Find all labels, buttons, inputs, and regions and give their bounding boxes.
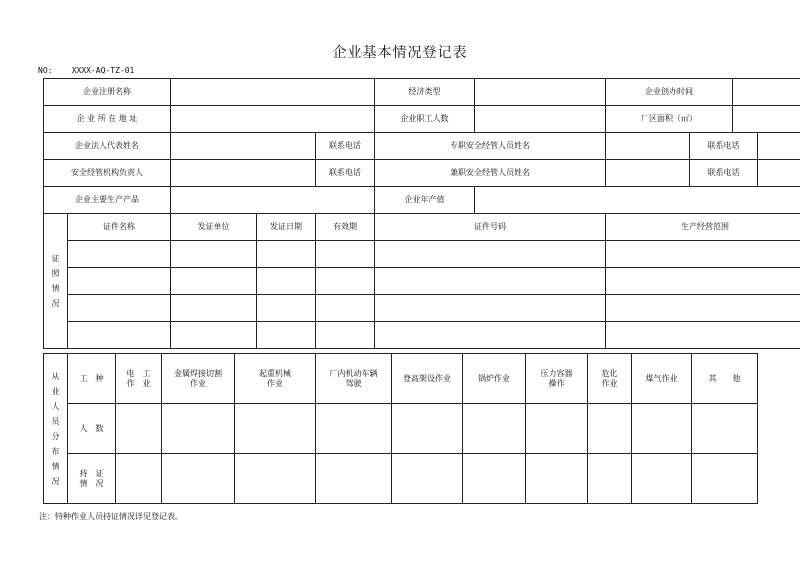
employees-label: 企业职工人数 bbox=[375, 106, 475, 133]
cert-cell[interactable] bbox=[257, 322, 316, 349]
form-title: 企业基本情况登记表 bbox=[332, 45, 468, 61]
address-cell[interactable] bbox=[171, 106, 375, 133]
certified-cell[interactable] bbox=[463, 454, 526, 504]
phone-label: 联系电话 bbox=[316, 133, 375, 160]
parttime-officer-cell[interactable] bbox=[606, 160, 690, 187]
headcount-cell[interactable] bbox=[526, 404, 588, 454]
area-cell[interactable] bbox=[733, 106, 800, 133]
footnote: 注：特种作业人员持证情况详见登记表。 bbox=[39, 512, 183, 521]
phone-label: 联系电话 bbox=[690, 133, 758, 160]
phone-cell[interactable] bbox=[758, 160, 800, 187]
cert-cell[interactable] bbox=[171, 268, 257, 295]
cert-header: 发证单位 bbox=[171, 214, 257, 241]
job-type-hazchem: 危化 作业 bbox=[588, 354, 632, 404]
certified-cell[interactable] bbox=[316, 454, 392, 504]
cert-cell[interactable] bbox=[257, 241, 316, 268]
document-number: NO: XXXX-AQ-TZ-01 bbox=[38, 66, 135, 75]
phone-label: 联系电话 bbox=[690, 160, 758, 187]
headcount-cell[interactable] bbox=[588, 404, 632, 454]
cert-cell[interactable] bbox=[316, 295, 375, 322]
certified-cell[interactable] bbox=[392, 454, 463, 504]
job-type-boiler: 锅炉作业 bbox=[463, 354, 526, 404]
certified-cell[interactable] bbox=[526, 454, 588, 504]
certified-label: 持 证 情 况 bbox=[68, 454, 116, 504]
cert-cell[interactable] bbox=[606, 241, 800, 268]
cert-cell[interactable] bbox=[257, 295, 316, 322]
job-type-label: 工 种 bbox=[68, 354, 116, 404]
certified-cell[interactable] bbox=[632, 454, 692, 504]
cert-cell[interactable] bbox=[257, 268, 316, 295]
job-type-crane: 起重机械 作业 bbox=[235, 354, 316, 404]
cert-header: 发证日期 bbox=[257, 214, 316, 241]
phone-cell[interactable] bbox=[758, 133, 800, 160]
cert-header: 证件号码 bbox=[375, 214, 606, 241]
headcount-cell[interactable] bbox=[632, 404, 692, 454]
safety-head-cell[interactable] bbox=[171, 160, 316, 187]
annual-output-cell[interactable] bbox=[475, 187, 800, 214]
safety-officer-label: 专职安全经管人员姓名 bbox=[375, 133, 606, 160]
safety-officer-cell[interactable] bbox=[606, 133, 690, 160]
cert-cell[interactable] bbox=[316, 268, 375, 295]
headcount-label: 人 数 bbox=[68, 404, 116, 454]
cert-header: 证件名称 bbox=[68, 214, 171, 241]
cert-cell[interactable] bbox=[68, 241, 171, 268]
area-label: 厂区面积（㎡） bbox=[606, 106, 733, 133]
legal-rep-label: 企业法人代表姓名 bbox=[44, 133, 171, 160]
cert-cell[interactable] bbox=[68, 295, 171, 322]
job-type-welding: 金属焊接切割 作业 bbox=[162, 354, 235, 404]
safety-head-label: 安全经管机构负责人 bbox=[44, 160, 171, 187]
job-type-electrician: 电 工 作 业 bbox=[116, 354, 162, 404]
cert-cell[interactable] bbox=[171, 322, 257, 349]
employees-cell[interactable] bbox=[475, 106, 606, 133]
headcount-cell[interactable] bbox=[162, 404, 235, 454]
founded-cell[interactable] bbox=[733, 79, 800, 106]
certified-cell[interactable] bbox=[116, 454, 162, 504]
headcount-cell[interactable] bbox=[116, 404, 162, 454]
cert-cell[interactable] bbox=[375, 295, 606, 322]
cert-cell[interactable] bbox=[68, 268, 171, 295]
certificates-side-label: 证 照 情 况 bbox=[44, 214, 68, 349]
econ-type-label: 经济类型 bbox=[375, 79, 475, 106]
headcount-cell[interactable] bbox=[392, 404, 463, 454]
cert-cell[interactable] bbox=[606, 322, 800, 349]
cert-cell[interactable] bbox=[316, 241, 375, 268]
founded-label: 企业创办时间 bbox=[606, 79, 733, 106]
econ-type-cell[interactable] bbox=[475, 79, 606, 106]
cert-cell[interactable] bbox=[606, 268, 800, 295]
reg-name-cell[interactable] bbox=[171, 79, 375, 106]
staff-distribution-table bbox=[43, 353, 758, 504]
reg-name-label: 企业注册名称 bbox=[44, 79, 171, 106]
main-products-cell[interactable] bbox=[171, 187, 375, 214]
cert-cell[interactable] bbox=[171, 295, 257, 322]
headcount-cell[interactable] bbox=[692, 404, 758, 454]
certified-cell[interactable] bbox=[235, 454, 316, 504]
cert-cell[interactable] bbox=[68, 322, 171, 349]
job-type-height: 登高架设作业 bbox=[392, 354, 463, 404]
headcount-cell[interactable] bbox=[316, 404, 392, 454]
job-type-gas: 煤气作业 bbox=[632, 354, 692, 404]
parttime-officer-label: 兼职安全经管人员姓名 bbox=[375, 160, 606, 187]
cert-cell[interactable] bbox=[375, 268, 606, 295]
annual-output-label: 企业年产值 bbox=[375, 187, 475, 214]
headcount-cell[interactable] bbox=[235, 404, 316, 454]
cert-cell[interactable] bbox=[375, 241, 606, 268]
enterprise-info-table bbox=[43, 78, 800, 349]
certified-cell[interactable] bbox=[588, 454, 632, 504]
headcount-cell[interactable] bbox=[463, 404, 526, 454]
main-products-label: 企业主要生产产品 bbox=[44, 187, 171, 214]
cert-cell[interactable] bbox=[375, 322, 606, 349]
cert-cell[interactable] bbox=[171, 241, 257, 268]
staff-side-label: 从 业 人 员 分 布 情 况 bbox=[44, 354, 68, 504]
job-type-vehicle: 厂内机动车辆 驾驶 bbox=[316, 354, 392, 404]
cert-header: 生产经营范围 bbox=[606, 214, 800, 241]
job-type-other: 其 他 bbox=[692, 354, 758, 404]
job-type-pressure-vessel: 压力容器 操作 bbox=[526, 354, 588, 404]
certified-cell[interactable] bbox=[692, 454, 758, 504]
cert-cell[interactable] bbox=[606, 295, 800, 322]
phone-label: 联系电话 bbox=[316, 160, 375, 187]
address-label: 企 业 所 在 地 址 bbox=[44, 106, 171, 133]
cert-header: 有效期 bbox=[316, 214, 375, 241]
legal-rep-cell[interactable] bbox=[171, 133, 316, 160]
certified-cell[interactable] bbox=[162, 454, 235, 504]
cert-cell[interactable] bbox=[316, 322, 375, 349]
